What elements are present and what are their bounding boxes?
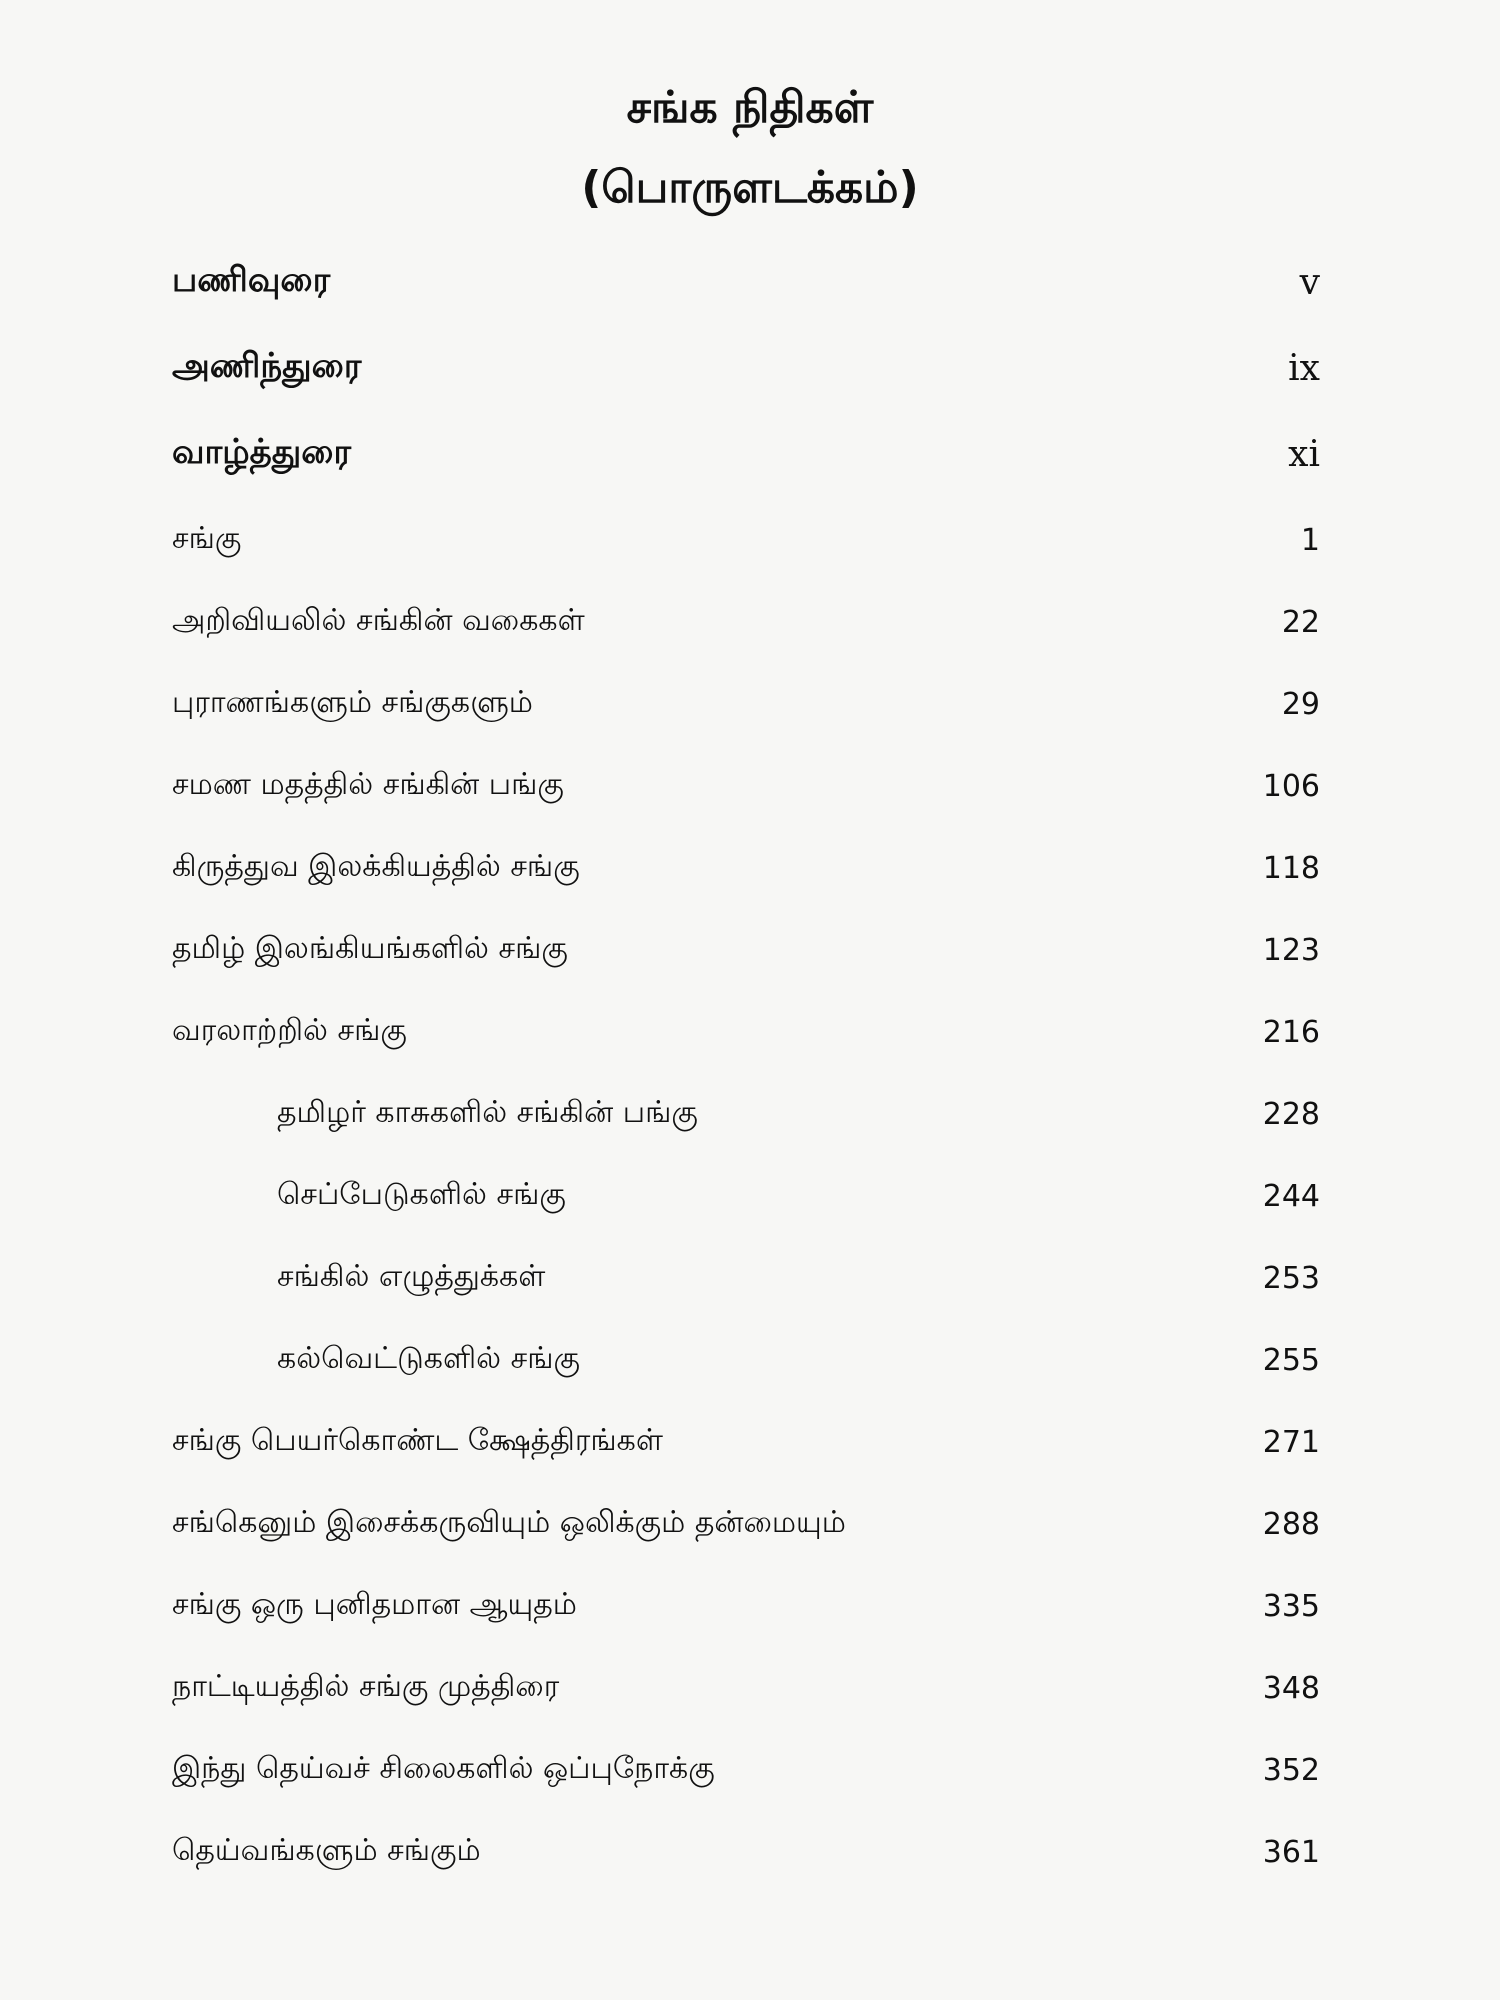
toc-entry[interactable]: [172, 920, 1320, 980]
page-number: 255: [1262, 1342, 1320, 1378]
page-number: 348: [1262, 1670, 1320, 1706]
toc-entry[interactable]: [172, 1576, 1320, 1636]
toc-entry[interactable]: [172, 756, 1320, 816]
page-number: 118: [1262, 850, 1320, 886]
toc-entry[interactable]: [172, 838, 1320, 898]
entry-title: அறிவியலில் சங்கின் வகைகள்: [172, 602, 585, 638]
page-number: 352: [1262, 1752, 1320, 1788]
entry-title: இந்து தெய்வச் சிலைகளில் ஒப்புநோக்கு: [172, 1750, 715, 1786]
entry-title: சமண மதத்தில் சங்கின் பங்கு: [172, 766, 564, 802]
entry-title: தெய்வங்களும் சங்கும்: [172, 1832, 481, 1868]
page-number: 288: [1262, 1506, 1320, 1542]
page-number: 123: [1262, 932, 1320, 968]
toc-entry[interactable]: [172, 1002, 1320, 1062]
toc-entry-preface[interactable]: [172, 252, 1320, 312]
page-number: 228: [1262, 1096, 1320, 1132]
entry-title: செப்பேடுகளில் சங்கு: [277, 1176, 566, 1212]
toc-entry[interactable]: [172, 1822, 1320, 1882]
page-number: 335: [1262, 1588, 1320, 1624]
toc-entry-greetings[interactable]: [172, 424, 1320, 484]
page-number: 1: [1300, 522, 1320, 558]
entry-title: புராணங்களும் சங்குகளும்: [172, 684, 533, 720]
toc-entry[interactable]: [172, 1740, 1320, 1800]
page-number: 361: [1262, 1834, 1320, 1870]
page-number: 106: [1262, 768, 1320, 804]
toc-entry[interactable]: [172, 1412, 1320, 1472]
toc-entry[interactable]: [172, 1658, 1320, 1718]
entry-title: சங்கு பெயர்கொண்ட க்ஷேத்திரங்கள்: [172, 1422, 663, 1458]
entry-title: நாட்டியத்தில் சங்கு முத்திரை: [172, 1668, 560, 1704]
page-number: 271: [1262, 1424, 1320, 1460]
toc-entry[interactable]: [172, 674, 1320, 734]
toc-subentry[interactable]: [172, 1166, 1320, 1226]
entry-title: சங்கெனும் இசைக்கருவியும் ஒலிக்கும் தன்மையும்: [172, 1504, 846, 1540]
entry-title: வரலாற்றில் சங்கு: [172, 1012, 407, 1048]
page-number: ix: [1288, 347, 1320, 389]
toc-subentry[interactable]: [172, 1330, 1320, 1390]
entry-title: அணிந்துரை: [172, 346, 362, 386]
entry-title: தமிழ் இலங்கியங்களில் சங்கு: [172, 930, 568, 966]
page-number: 253: [1262, 1260, 1320, 1296]
toc-subentry[interactable]: [172, 1084, 1320, 1144]
entry-title: தமிழர் காசுகளில் சங்கின் பங்கு: [277, 1094, 698, 1130]
page-number: 216: [1262, 1014, 1320, 1050]
toc-subentry[interactable]: [172, 1248, 1320, 1308]
entry-title: கிருத்துவ இலக்கியத்தில் சங்கு: [172, 848, 580, 884]
toc-entry[interactable]: [172, 592, 1320, 652]
entry-title: கல்வெட்டுகளில் சங்கு: [277, 1340, 580, 1376]
page-number: v: [1299, 261, 1320, 303]
page-number: 22: [1281, 604, 1320, 640]
entry-title: பணிவுரை: [172, 260, 331, 300]
toc-entry[interactable]: [172, 1494, 1320, 1554]
page-number: 29: [1281, 686, 1320, 722]
entry-title: சங்கில் எழுத்துக்கள்: [277, 1258, 546, 1294]
entry-title: வாழ்த்துரை: [172, 432, 352, 472]
toc-entry-foreword[interactable]: [172, 338, 1320, 398]
entry-title: சங்கு: [172, 520, 242, 556]
book-title: சங்க நிதிகள்: [626, 82, 874, 133]
page-number: xi: [1288, 433, 1320, 475]
page-number: 244: [1262, 1178, 1320, 1214]
entry-title: சங்கு ஒரு புனிதமான ஆயுதம்: [172, 1586, 577, 1622]
toc-entry[interactable]: [172, 510, 1320, 570]
contents-heading: (பொருளடக்கம்): [581, 162, 919, 213]
